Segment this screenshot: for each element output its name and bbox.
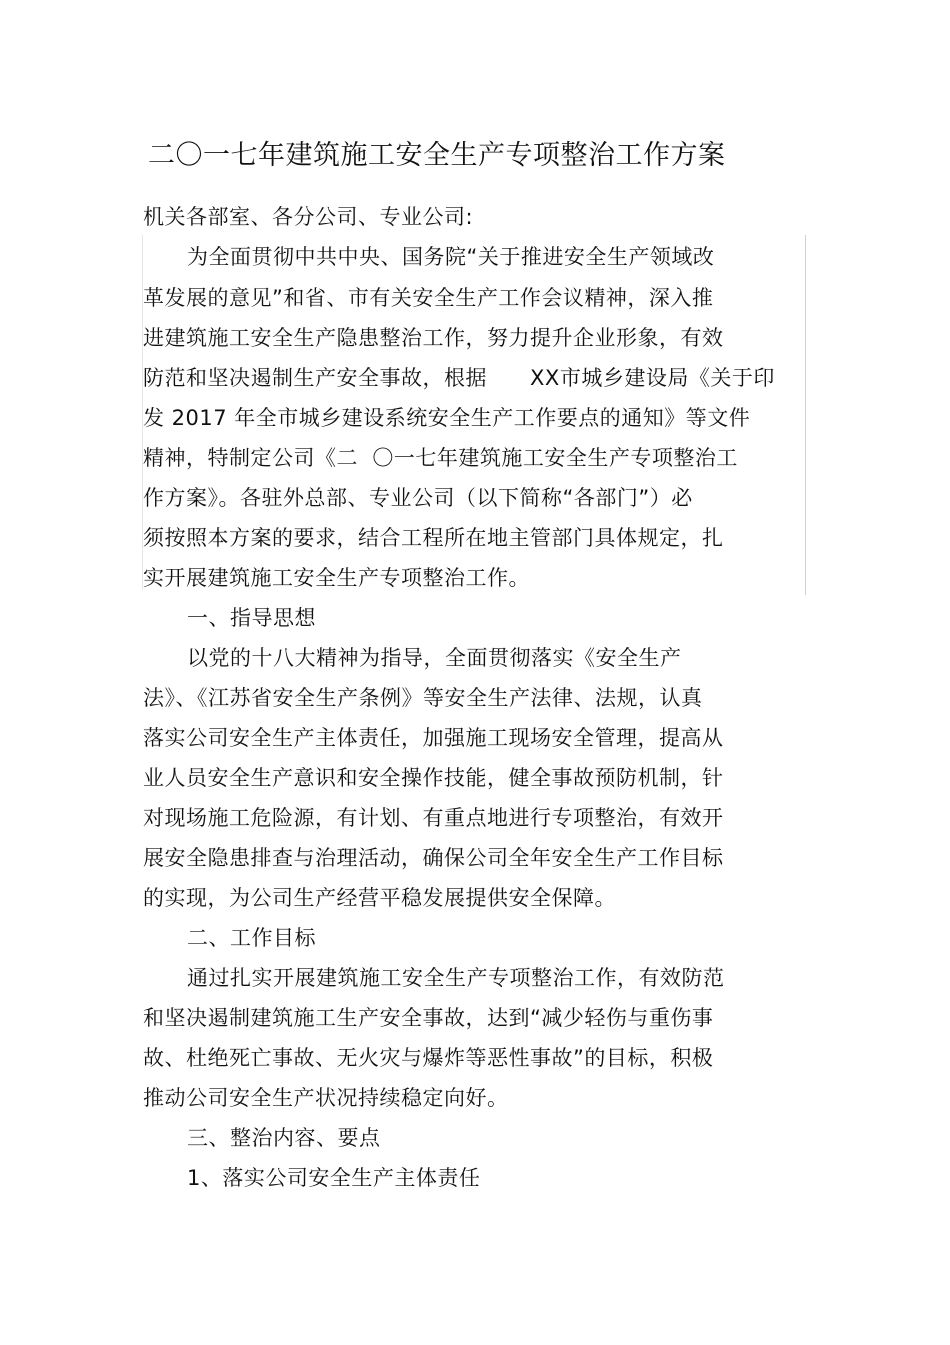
intro-line: 须按照本方案的要求，结合工程所在地主管部门具体规定，扎 — [143, 526, 724, 550]
intro-line: 发 2017 年全市城乡建设系统安全生产工作要点的通知》等文件 — [143, 406, 751, 430]
section2-line: 推动公司安全生产状况持续稳定向好。 — [143, 1086, 509, 1110]
section-heading: 三、整治内容、要点 — [187, 1126, 381, 1150]
section2-line: 和坚决遏制建筑施工生产安全事故，达到“减少轻伤与重伤事 — [143, 1006, 714, 1030]
section1-line: 以党的十八大精神为指导，全面贯彻落实《安全生产 — [187, 646, 682, 670]
intro-line: 进建筑施工安全生产隐患整治工作，努力提升企业形象，有效 — [143, 326, 724, 350]
section2-line: 通过扎实开展建筑施工安全生产专项整治工作，有效防范 — [187, 966, 725, 990]
intro-line: 精神，特制定公司《二 〇一七年建筑施工安全生产专项整治工 — [143, 446, 738, 470]
intro-line: 作方案》。各驻外总部、专业公司（以下简称“各部门”）必 — [143, 486, 693, 510]
salutation: 机关各部室、各分公司、专业公司: — [143, 205, 474, 229]
document-title: 二〇一七年建筑施工安全生产专项整治工作方案 — [148, 140, 726, 171]
section1-line: 对现场施工危险源，有计划、有重点地进行专项整治，有效开 — [143, 806, 724, 830]
intro-line: 防范和坚决遏制生产安全事故，根据 XX市城乡建设局《关于印 — [143, 366, 775, 390]
intro-line: 实开展建筑施工安全生产专项整治工作。 — [143, 566, 530, 590]
intro-line: 为全面贯彻中共中央、国务院“关于推进安全生产领域改 — [187, 245, 715, 269]
section1-line: 的实现，为公司生产经营平稳发展提供安全保障。 — [143, 886, 616, 910]
section-heading: 二、工作目标 — [187, 926, 316, 950]
page-margin-rule — [805, 235, 806, 595]
section1-line: 法》、《江苏省安全生产条例》等安全生产法律、法规，认真 — [143, 686, 703, 710]
section3-item: 1、落实公司安全生产主体责任 — [187, 1166, 481, 1190]
section-heading: 一、指导思想 — [187, 606, 316, 630]
section1-line: 落实公司安全生产主体责任，加强施工现场安全管理，提高从 — [143, 726, 724, 750]
section2-line: 故、杜绝死亡事故、无火灾与爆炸等恶性事故”的目标，积极 — [143, 1046, 714, 1070]
intro-line: 革发展的意见”和省、市有关安全生产工作会议精神，深入推 — [143, 286, 714, 310]
section1-line: 业人员安全生产意识和安全操作技能，健全事故预防机制，针 — [143, 766, 724, 790]
section1-line: 展安全隐患排查与治理活动，确保公司全年安全生产工作目标 — [143, 846, 724, 870]
